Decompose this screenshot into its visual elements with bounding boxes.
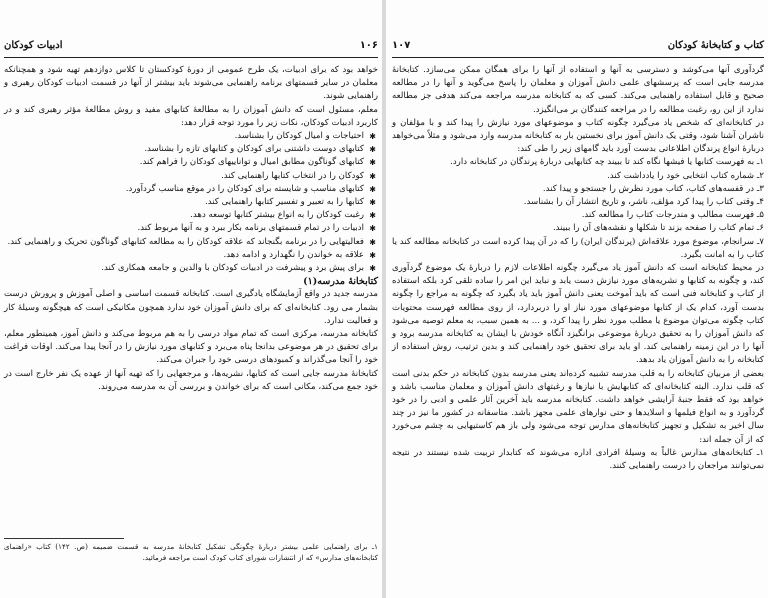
- numbered-item: ۱ـ به فهرست کتابها یا فیشها نگاه کند تا ببیند چه کتابهایی دربارهٔ پرندگان در کتابخانه دارد.: [450, 157, 764, 168]
- asterisk-bullet-icon: ✱: [369, 211, 376, 221]
- left-page: [4, 0, 378, 598]
- footnote: ۱ـ برای راهنمایی علمی بیشتر دربارهٔ چگونگی تشکیل کتابخانهٔ مدرسه به قسمت ضمیمه (ص. ۱۴۲) کتاب «راهنمای کتابخانه‌های مدارس» که از انتشارات شورای کتاب کودک است مراجعه فرمائید.: [4, 542, 378, 562]
- bullet-item: ✱ کتابهای مناسب و شایسته برای کودکان را در موقع مناسب گردآورد.: [4, 183, 378, 196]
- bullet-item: ✱ کودکان را در انتخاب کتابها راهنمایی کند.: [4, 170, 378, 183]
- bullet-item: ✱ فعالیتهایی را در برنامه بگنجاند که علاقه کودکان را به مطالعه کتابهای گوناگون تحریک و راهنمایی کند.: [4, 236, 378, 249]
- section-heading: کتابخانهٔ مدرسه(۱): [303, 276, 378, 288]
- paragraph: خواهد بود که برای ادبیات، یک طرح عمومی از دورهٔ کودکستان تا کلاس دوازدهم تهیه شود و همچنانکه معلمان در سایر قسمتهای برنامه راهنمایی می‌شوند باید بیشتر از آنها در قسمت ادبیات کودکان رهبری و راهنمایی شوند.: [4, 65, 378, 102]
- bullet-item: ✱ احتیاجات و امیال کودکان را بشناسد.: [4, 130, 378, 143]
- bullet-item: ✱ کتابهای گوناگون مطابق امیال و تواناییهای کودکان را فراهم کند.: [4, 156, 378, 169]
- numbered-item: ۵ـ فهرست مطالب و مندرجات کتاب را مطالعه کند.: [581, 210, 764, 221]
- numbered-item: ۲ـ شماره کتاب انتخابی خود را یادداشت کند.: [607, 170, 764, 181]
- asterisk-bullet-icon: ✱: [369, 237, 376, 247]
- left-page-number: ۱۰۶: [359, 40, 378, 51]
- right-running-title: کتاب و کتابخانهٔ کودکان: [667, 40, 764, 51]
- right-header-rule: [392, 57, 764, 58]
- asterisk-bullet-icon: ✱: [369, 250, 376, 260]
- asterisk-bullet-icon: ✱: [369, 264, 376, 274]
- paragraph: کتابخانه مدرسه، مرکزی است که تمام مواد درسی را به هم مربوط می‌کند و دانش آموز، همینطور معلم، برای تحقیق در هر موضوعی بدانجا پناه می‌برد و کتابهای مورد نیازش را در آنجا پیدا می‌کند. اوقات فراغت خود را آنجا می‌گذراند و کمبودهای درسی خود را جبران می‌کند.: [4, 329, 378, 366]
- paragraph: کتابخانهٔ مدرسه جایی است که کتابها، نشریه‌ها، و مرجعهایی را که تهیه آنها از عهده یک نفر خارج است در خود جمع می‌کند، مکانی است که برای خواندن و بررسی آن به مدرسه می‌روند.: [4, 368, 378, 392]
- left-running-title: ادبیات کودکان: [4, 40, 63, 51]
- bullet-item: ✱ ادبیات را در تمام قسمتهای برنامه بکار ببرد و به آنها مربوط کند.: [4, 222, 378, 235]
- bullet-item: ✱ کتابهای دوست داشتنی برای کودکان و کتابهای تازه را بشناسد.: [4, 143, 378, 156]
- left-page-body: [4, 64, 378, 394]
- paragraph: بعضی از مربیان کتابخانه را به قلب مدرسه تشبیه کرده‌اند یعنی مدرسه بدون کتابخانه در حکم بدنی است که قلب ندارد. البته کتابخانه‌ای که کتابهایش با نیازها و رغبتهای دانش آموزان و معلمان مناسب باشد و خواهد بود که فقط جنبهٔ آرایشی خواهد داشت. کتابخانه مدرسه باید آخرین آثار علمی و ادبی را در خود گردآورد و به انواع فیلمها و اسلایدها و حتی نوارهای علمی مجهز باشد. متاسفانه در کشور ما نیز در چند سال اخیر به تشکیل و تجهیز کتابخانه‌های مدارس توجه می‌شود ولی باز هم کاستیهایی به چشم می‌خورد که از آن جمله اند:: [392, 368, 764, 445]
- asterisk-bullet-icon: ✱: [369, 198, 376, 208]
- numbered-item: ۴ـ وقتی کتاب را پیدا کرد مؤلف، ناشر، و تاریخ انتشار آن را بشناسد.: [523, 197, 764, 208]
- bullet-item: ✱ برای پیش برد و پیشرفت در ادبیات کودکان با والدین و جامعه همکاری کند.: [4, 262, 378, 275]
- asterisk-bullet-icon: ✱: [369, 132, 376, 142]
- right-page-number: ۱۰۷: [392, 40, 411, 51]
- right-page: [392, 0, 764, 598]
- bullet-item: ✱ علاقه به خواندن را نگهدارد و ادامه دهد.: [4, 249, 378, 262]
- right-page-body: [392, 64, 764, 473]
- right-page-header: [392, 40, 764, 56]
- asterisk-bullet-icon: ✱: [369, 184, 376, 194]
- asterisk-bullet-icon: ✱: [369, 171, 376, 181]
- bullet-item: ✱ کتابها را به تعبیر و تفسیر کتابها راهنمایی کند.: [4, 196, 378, 209]
- paragraph: گردآوری آنها می‌کوشد و دسترسی به آنها و استفاده از آنها را برای همگان ممکن می‌سازد. کتابخانهٔ مدرسه جایی است که پرسشهای علمی دانش آموزان و معلمان را پاسخ می‌گوید و آنها را در مطالعه صحیح و قابل استفاده راهنمایی می‌کند. کسی که به کتابخانه مدرسه مراجعه می‌کند هدفی جز مطالعه ندارد از این رو، رغبت مطالعه را در مراجعه کنندگان بر می‌انگیزد.: [392, 65, 764, 115]
- paragraph: در محیط کتابخانه است که دانش آموز یاد می‌گیرد چگونه اطلاعات لازم را دربارهٔ یک موضوع گردآوری کند، و چگونه به کتابها و نشریه‌های مورد نیازش دست یابد و نباید این امر را ساده تلقی کرد بلکه استفاده از کتاب و کتابخانه فنی است که باید آموخت یعنی دانش آموز باید یاد بگیرد که چگونه به مراجع را چگونه بدست آورد، کدام یک از کتابها موضوعهای مورد نیاز او را دربردارد، از روی مطالعه فهرست محتویات کتاب چگونه می‌توان موضوع یا مطلب مورد نظر را پیدا کرد، و ... به همین سبب، به معلم توصیه می‌شود که دانش آموزان را به تحقیق دربارهٔ موضوعی برانگیزد آنگاه خودش با ایشان به کتابخانه مدرسه برود و آنها را در این زمینه راهنمایی کند. او باید برای تحقیق خود راهنمایی کند و بدین ترتیب، روش استفاده از کتابخانه را به دانش آموزان یاد بدهد.: [392, 263, 764, 366]
- numbered-item: ۳ـ در قفسه‌های کتاب، کتاب مورد نظرش را جستجو و پیدا کند.: [542, 183, 764, 194]
- numbered-list: [392, 156, 764, 262]
- paragraph: در کتابخانه‌ای که شخص یاد می‌گیرد چگونه کتاب و موضوعهای مورد نیازش را پیدا کند و با مؤلفان و ناشران آشنا شود، وقتی یک دانش آموز برای نخستین بار به کتابخانه مدرسه وارد می‌شود و مثلاً می‌خواهد دربارهٔ انواع پرندگان اطلاعاتی بدست آورد باید گامهای زیر را طی کند:: [392, 117, 764, 155]
- paragraph: مدرسه جدید در واقع آزمایشگاه یادگیری است. کتابخانه قسمت اساسی و اصلی آموزش و پرورش درست بشمار می رود. کتابخانه‌ای که برای دانش آموزان خود ندارد همچون مکانیکی است که هیچگونه وسیلهٔ کار و فعالیت ندارد.: [4, 289, 378, 326]
- bullet-item: ✱ رغبت کودکان را به انواع بیشتر کتابها توسعه دهد.: [4, 209, 378, 222]
- left-header-rule: [4, 57, 378, 58]
- numbered-item: ۶ـ تمام کتاب را صفحه بزند تا شکلها و نقشه‌های آن را ببیند.: [552, 223, 764, 234]
- numbered-item: ۷ـ سرانجام، موضوع مورد علاقه‌اش (پرندگان ایران) را که در آن پیدا کرده است در کتابخانه مطالعه کند یا کتاب را به امانت بگیرد.: [392, 236, 764, 260]
- footnote-rule: [4, 538, 124, 539]
- asterisk-bullet-icon: ✱: [369, 224, 376, 234]
- left-page-header: [4, 40, 378, 56]
- asterisk-bullet-icon: ✱: [369, 158, 376, 168]
- paragraph: معلم، مسئول است که دانش آموزان را به مطالعهٔ کتابهای مفید و روش مطالعهٔ مؤثر رهبری کند و در کاربرد ادبیات کودکان، نکات زیر را مورد توجه قرار دهد:: [4, 104, 378, 128]
- book-gutter: [382, 0, 386, 598]
- paragraph: ۱ـ کتابخانه‌های مدارس غالباً به وسیلهٔ افرادی اداره می‌شوند که کتابدار تربیت شده نیستند در نتیجه نمی‌توانند مراجعان را درست راهنمایی کنند.: [392, 447, 764, 472]
- bullet-list: [4, 130, 378, 275]
- asterisk-bullet-icon: ✱: [369, 145, 376, 155]
